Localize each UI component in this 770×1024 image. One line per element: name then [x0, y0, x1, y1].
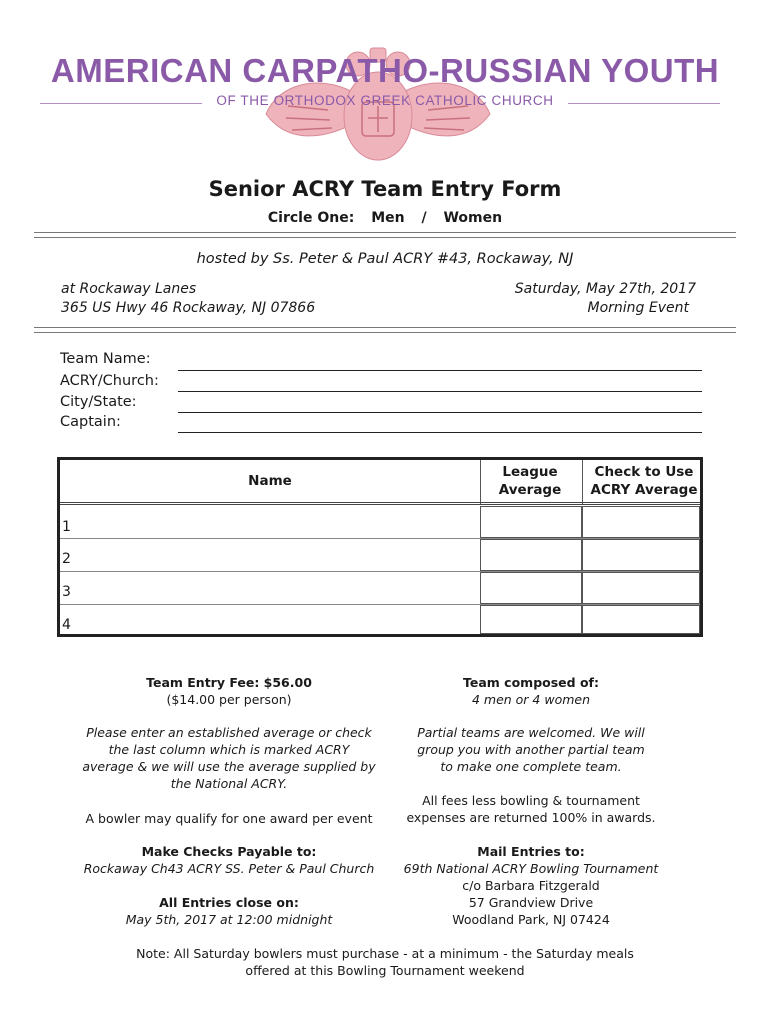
check-acry-cell[interactable]: [582, 539, 700, 571]
acry-church-field[interactable]: [178, 391, 702, 392]
captain-label: Captain:: [60, 414, 121, 430]
mail-address: 69th National ACRY Bowling Tournament c/o Barbara Fitzgerald 57 Grandview Drive Woodland Park, NJ 07424: [403, 861, 659, 927]
check-acry-cell[interactable]: [582, 605, 700, 634]
org-subtitle: OF THE ORTHODOX GREEK CATHOLIC CHURCH: [216, 93, 554, 108]
partial-teams-note: Partial teams are welcomed. We will group you with another partial team to make one complete team.: [417, 725, 645, 774]
city-state-label: City/State:: [60, 394, 137, 410]
league-average-cell[interactable]: [480, 506, 582, 538]
circle-label: Circle One:: [267, 210, 355, 226]
checks-payee: Rockaway Ch43 ACRY SS. Peter & Paul Church: [83, 861, 375, 876]
composed-title: Team composed of:: [463, 675, 599, 690]
fee-title: Team Entry Fee: $56.00: [146, 675, 312, 690]
acry-church-label: ACRY/Church:: [60, 373, 159, 389]
divider: [480, 460, 481, 504]
option-separator: /: [421, 210, 427, 226]
divider: [60, 502, 700, 505]
venue: at Rockaway Lanes: [61, 281, 197, 297]
hosted-by: hosted by Ss. Peter & Paul ACRY #43, Rockaway, NJ: [196, 251, 574, 267]
close-title: All Entries close on:: [159, 895, 299, 910]
check-acry-cell[interactable]: [582, 506, 700, 538]
venue-address: 365 US Hwy 46 Rockaway, NJ 07866: [61, 300, 316, 316]
average-note: Please enter an established average or check the last column which is marked ACRY average & we will use the average supplied by the National ACRY.: [82, 725, 376, 791]
divider: [582, 460, 583, 504]
table-row: [60, 605, 700, 634]
team-entry-table: [57, 457, 703, 637]
checks-title: Make Checks Payable to:: [141, 844, 317, 859]
table-row: [60, 539, 700, 571]
org-title: AMERICAN CARPATHO-RUSSIAN YOUTH: [50, 52, 720, 89]
city-state-field[interactable]: [178, 412, 702, 413]
double-rule: [34, 232, 736, 238]
col-check-header: Check to Use ACRY Average: [590, 464, 698, 498]
team-name-label: Team Name:: [60, 351, 151, 367]
team-name-field[interactable]: [178, 370, 702, 371]
row-number: 4: [62, 617, 71, 633]
circle-one-row: [0, 210, 770, 226]
check-acry-cell[interactable]: [582, 572, 700, 604]
league-average-cell[interactable]: [480, 605, 582, 634]
event-session: Morning Event: [587, 300, 689, 316]
form-title: Senior ACRY Team Entry Form: [208, 177, 562, 201]
option-men[interactable]: Men: [371, 210, 405, 226]
saturday-meals-note: Note: All Saturday bowlers must purchase - at a minimum - the Saturday meals offered at this Bowling Tournament weekend: [136, 946, 634, 978]
event-date: Saturday, May 27th, 2017: [514, 281, 696, 297]
double-rule: [34, 327, 736, 333]
fees-returned-note: All fees less bowling & tournament expenses are returned 100% in awards.: [406, 793, 656, 825]
table-row: [60, 506, 700, 538]
league-average-cell[interactable]: [480, 539, 582, 571]
captain-field[interactable]: [178, 432, 702, 433]
table-row: [60, 572, 700, 604]
table-body: [60, 506, 700, 634]
option-women[interactable]: Women: [443, 210, 503, 226]
award-note: A bowler may qualify for one award per event: [85, 811, 373, 826]
fee-detail: ($14.00 per person): [166, 692, 292, 707]
composed-detail: 4 men or 4 women: [471, 692, 591, 707]
league-average-cell[interactable]: [480, 572, 582, 604]
close-date: May 5th, 2017 at 12:00 midnight: [125, 912, 333, 927]
mail-title: Mail Entries to:: [477, 844, 585, 859]
row-number: 2: [62, 551, 71, 567]
row-number: 1: [62, 519, 71, 535]
col-name-header: Name: [248, 473, 292, 489]
row-number: 3: [62, 584, 71, 600]
col-league-header: League Average: [498, 464, 562, 498]
